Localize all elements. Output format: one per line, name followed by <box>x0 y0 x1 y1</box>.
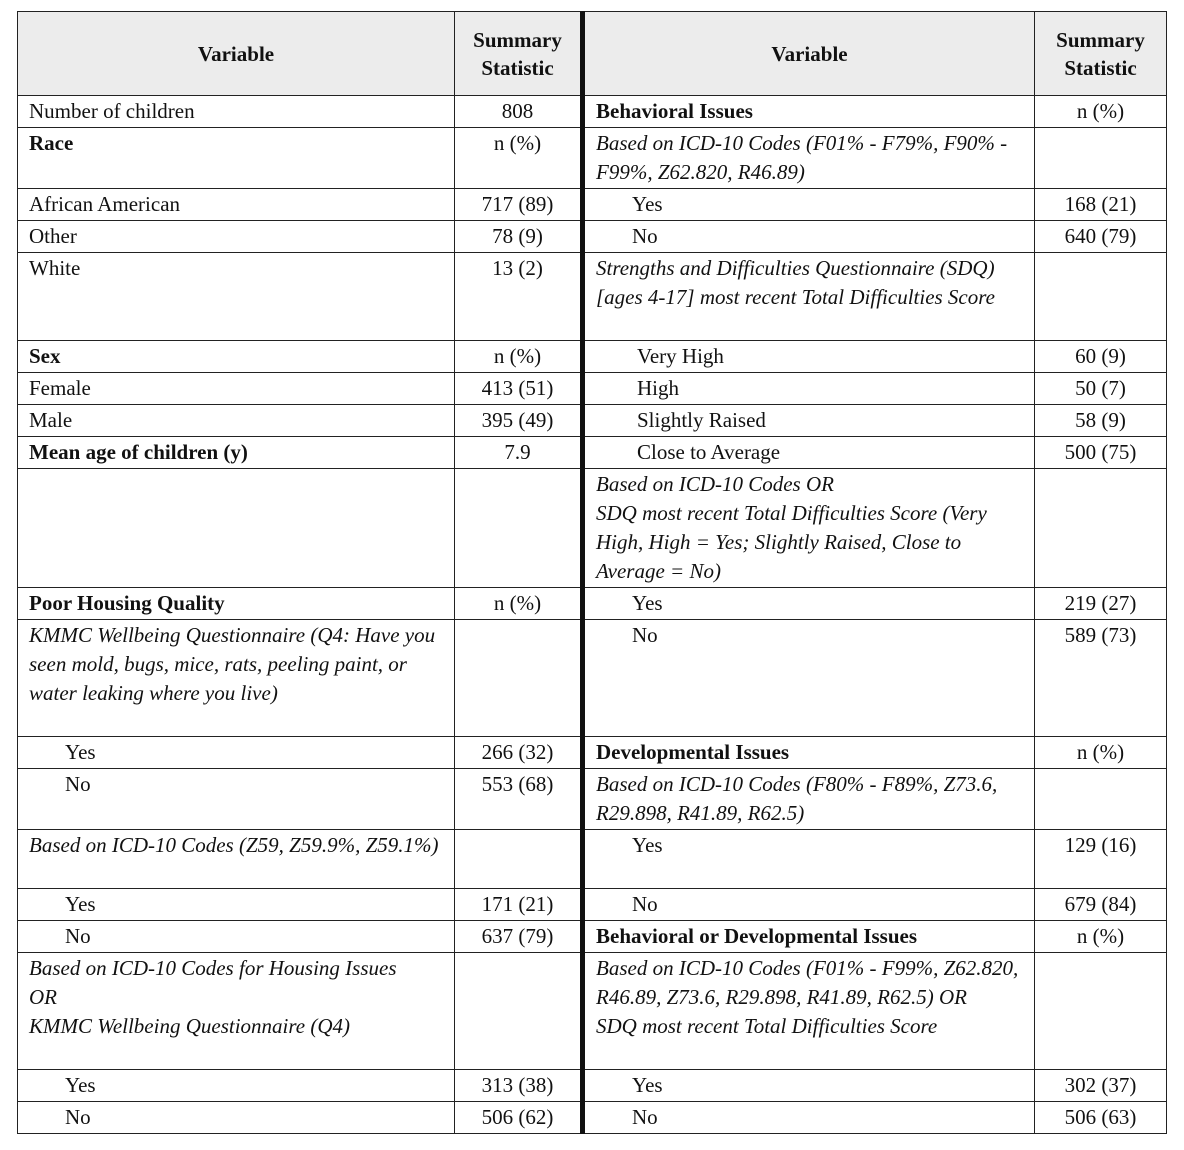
header-variable-right: Variable <box>583 12 1035 96</box>
row-right-statistic: n (%) <box>1035 96 1167 128</box>
row-right-variable: Based on ICD-10 Codes (F80% - F89%, Z73.6, R29.898, R41.89, R62.5) <box>583 769 1035 830</box>
row-left-statistic: 717 (89) <box>455 189 583 221</box>
row-left-statistic: 313 (38) <box>455 1070 583 1102</box>
row-left-statistic: n (%) <box>455 128 583 189</box>
row-left-statistic <box>455 469 583 588</box>
table-row <box>18 437 1167 469</box>
row-right-statistic: 589 (73) <box>1035 620 1167 737</box>
table-row <box>18 588 1167 620</box>
row-right-statistic <box>1035 253 1167 341</box>
row-right-statistic <box>1035 769 1167 830</box>
row-left-statistic <box>455 830 583 889</box>
row-right-variable: Close to Average <box>583 437 1035 469</box>
row-left-variable: KMMC Wellbeing Questionnaire (Q4: Have you seen mold, bugs, mice, rats, peeling paint, or water leaking where you live) <box>18 620 455 737</box>
row-left-variable: Mean age of children (y) <box>18 437 455 469</box>
row-left-statistic: n (%) <box>455 588 583 620</box>
row-right-statistic: 60 (9) <box>1035 341 1167 373</box>
table-row <box>18 620 1167 737</box>
row-left-variable <box>18 469 455 588</box>
table-row <box>18 128 1167 189</box>
summary-table <box>17 11 1167 1134</box>
row-right-statistic <box>1035 953 1167 1070</box>
row-left-variable: White <box>18 253 455 341</box>
row-right-statistic: 58 (9) <box>1035 405 1167 437</box>
row-right-statistic: 506 (63) <box>1035 1102 1167 1134</box>
row-right-variable: Based on ICD-10 Codes OR SDQ most recent Total Difficulties Score (Very High, High = Yes; Slightly Raised, Close to Average = No) <box>583 469 1035 588</box>
row-right-statistic: 168 (21) <box>1035 189 1167 221</box>
row-right-statistic: n (%) <box>1035 921 1167 953</box>
row-left-variable: No <box>18 769 455 830</box>
header-statistic-right: Summary Statistic <box>1035 12 1167 96</box>
row-left-variable: No <box>18 1102 455 1134</box>
table-row <box>18 189 1167 221</box>
row-right-statistic: 500 (75) <box>1035 437 1167 469</box>
row-right-variable: Strengths and Difficulties Questionnaire (SDQ) [ages 4-17] most recent Total Difficulties Score <box>583 253 1035 341</box>
row-right-variable: Yes <box>583 830 1035 889</box>
row-left-statistic: 78 (9) <box>455 221 583 253</box>
table-row <box>18 1102 1167 1134</box>
row-right-statistic <box>1035 128 1167 189</box>
row-left-variable: Race <box>18 128 455 189</box>
row-left-statistic: 808 <box>455 96 583 128</box>
header-row <box>18 12 1167 96</box>
row-left-statistic: 413 (51) <box>455 373 583 405</box>
table-row <box>18 405 1167 437</box>
row-left-variable: Poor Housing Quality <box>18 588 455 620</box>
row-left-variable: Other <box>18 221 455 253</box>
row-right-variable: Based on ICD-10 Codes (F01% - F99%, Z62.820, R46.89, Z73.6, R29.898, R41.89, R62.5) OR SDQ most recent Total Difficulties Score <box>583 953 1035 1070</box>
table-row <box>18 737 1167 769</box>
row-right-statistic: 640 (79) <box>1035 221 1167 253</box>
table-row <box>18 921 1167 953</box>
row-left-statistic: 553 (68) <box>455 769 583 830</box>
row-right-variable: Yes <box>583 588 1035 620</box>
row-left-statistic <box>455 620 583 737</box>
row-left-statistic: 13 (2) <box>455 253 583 341</box>
row-right-variable: Slightly Raised <box>583 405 1035 437</box>
row-right-statistic: 50 (7) <box>1035 373 1167 405</box>
row-left-statistic: 7.9 <box>455 437 583 469</box>
table-body <box>18 96 1167 1134</box>
row-left-variable: Female <box>18 373 455 405</box>
row-left-variable: Based on ICD-10 Codes for Housing Issues OR KMMC Wellbeing Questionnaire (Q4) <box>18 953 455 1070</box>
row-left-statistic <box>455 953 583 1070</box>
row-right-statistic: 679 (84) <box>1035 889 1167 921</box>
row-left-variable: Sex <box>18 341 455 373</box>
row-right-statistic: 219 (27) <box>1035 588 1167 620</box>
row-right-variable: No <box>583 889 1035 921</box>
row-left-variable: Yes <box>18 1070 455 1102</box>
row-right-variable: No <box>583 620 1035 737</box>
header-variable-left: Variable <box>18 12 455 96</box>
row-left-statistic: 637 (79) <box>455 921 583 953</box>
row-right-statistic: n (%) <box>1035 737 1167 769</box>
row-left-variable: African American <box>18 189 455 221</box>
row-right-statistic <box>1035 469 1167 588</box>
row-right-variable: Yes <box>583 1070 1035 1102</box>
row-right-variable: No <box>583 221 1035 253</box>
row-right-variable: Very High <box>583 341 1035 373</box>
table-row <box>18 830 1167 889</box>
table-row <box>18 769 1167 830</box>
row-left-variable: No <box>18 921 455 953</box>
row-left-variable: Number of children <box>18 96 455 128</box>
row-left-statistic: 171 (21) <box>455 889 583 921</box>
row-right-statistic: 302 (37) <box>1035 1070 1167 1102</box>
row-left-statistic: 506 (62) <box>455 1102 583 1134</box>
header-statistic-left: Summary Statistic <box>455 12 583 96</box>
row-left-variable: Yes <box>18 889 455 921</box>
table-row <box>18 341 1167 373</box>
row-right-variable: Yes <box>583 189 1035 221</box>
table-row <box>18 373 1167 405</box>
row-left-variable: Yes <box>18 737 455 769</box>
table-row <box>18 96 1167 128</box>
row-left-variable: Based on ICD-10 Codes (Z59, Z59.9%, Z59.1%) <box>18 830 455 889</box>
row-right-variable: Behavioral or Developmental Issues <box>583 921 1035 953</box>
row-left-statistic: 266 (32) <box>455 737 583 769</box>
table-row <box>18 221 1167 253</box>
row-right-variable: Behavioral Issues <box>583 96 1035 128</box>
row-left-variable: Male <box>18 405 455 437</box>
table-row <box>18 953 1167 1070</box>
row-right-statistic: 129 (16) <box>1035 830 1167 889</box>
table-row <box>18 253 1167 341</box>
row-left-statistic: 395 (49) <box>455 405 583 437</box>
row-right-variable: Based on ICD-10 Codes (F01% - F79%, F90% - F99%, Z62.820, R46.89) <box>583 128 1035 189</box>
table-row <box>18 469 1167 588</box>
row-right-variable: No <box>583 1102 1035 1134</box>
row-right-variable: Developmental Issues <box>583 737 1035 769</box>
table-row <box>18 889 1167 921</box>
row-right-variable: High <box>583 373 1035 405</box>
row-left-statistic: n (%) <box>455 341 583 373</box>
table-row <box>18 1070 1167 1102</box>
